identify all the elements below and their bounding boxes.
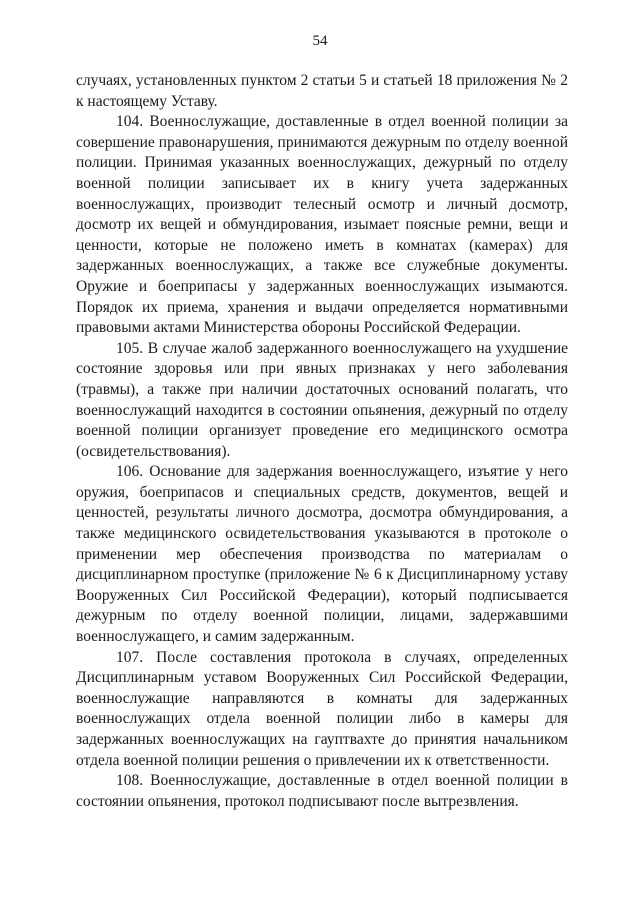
paragraph-item-107: 107. После составления протокола в случаях, определенных Дисциплинарным уставом Вооруженных Сил Российской Федерации, военнослужащие направляются в комнаты для задержанных военнослужащих отдела военной полиции либо в камеры для задержанных военнослужащих на гауптвахте до принятия начальником отдела военной полиции решения о привлечении их к ответственности.	[76, 648, 568, 769]
paragraph-item-106: 106. Основание для задержания военнослужащего, изъятие у него оружия, боеприпасов и специальных средств, документов, вещей и ценностей, результаты личного досмотра, досмотра обмундирования, а также медицинского освидетельствования указываются в протоколе о применении мер обеспечения производства по материалам о дисциплинарном проступке (приложение № 6 к Дисциплинарному уставу Вооруженных Сил Российской Федерации), который подписывается дежурным по отделу военной полиции, лицами, задержавшими военнослужащего, и самим задержанным.	[76, 463, 568, 646]
paragraph-item-108: 108. Военнослужащие, доставленные в отдел военной полиции в состоянии опьянения, протокол подписывают после вытрезвления.	[76, 772, 568, 810]
page-number: 54	[312, 33, 328, 49]
paragraph-item-104: 104. Военнослужащие, доставленные в отдел военной полиции за совершение правонарушения, принимаются дежурным по отделу военной полиции. Принимая указанных военнослужащих, дежурный по отделу военной полиции записывает их в книгу учета задержанных военнослужащих, производит телесный осмотр и личный досмотр, досмотр их вещей и обмундирования, изымает поясные ремни, вещи и ценности, которые не положено иметь в комнатах (камерах) для задержанных военнослужащих, а также все служебные документы. Оружие и боеприпасы у задержанных военнослужащих изымаются. Порядок их приема, хранения и выдачи определяется нормативными правовыми актами Министерства обороны Российской Федерации.	[76, 113, 568, 337]
document-body	[76, 71, 568, 812]
paragraph-continuation: случаях, установленных пунктом 2 статьи 5 и статьей 18 приложения № 2 к настоящему Уставу.	[76, 72, 568, 110]
paragraph-item-105: 105. В случае жалоб задержанного военнослужащего на ухудшение состояние здоровья или при явных признаках у него заболевания (травмы), а также при наличии достаточных оснований полагать, что военнослужащий находится в состоянии опьянения, дежурный по отделу военной полиции организует проведение его медицинского осмотра (освидетельствования).	[76, 339, 568, 460]
